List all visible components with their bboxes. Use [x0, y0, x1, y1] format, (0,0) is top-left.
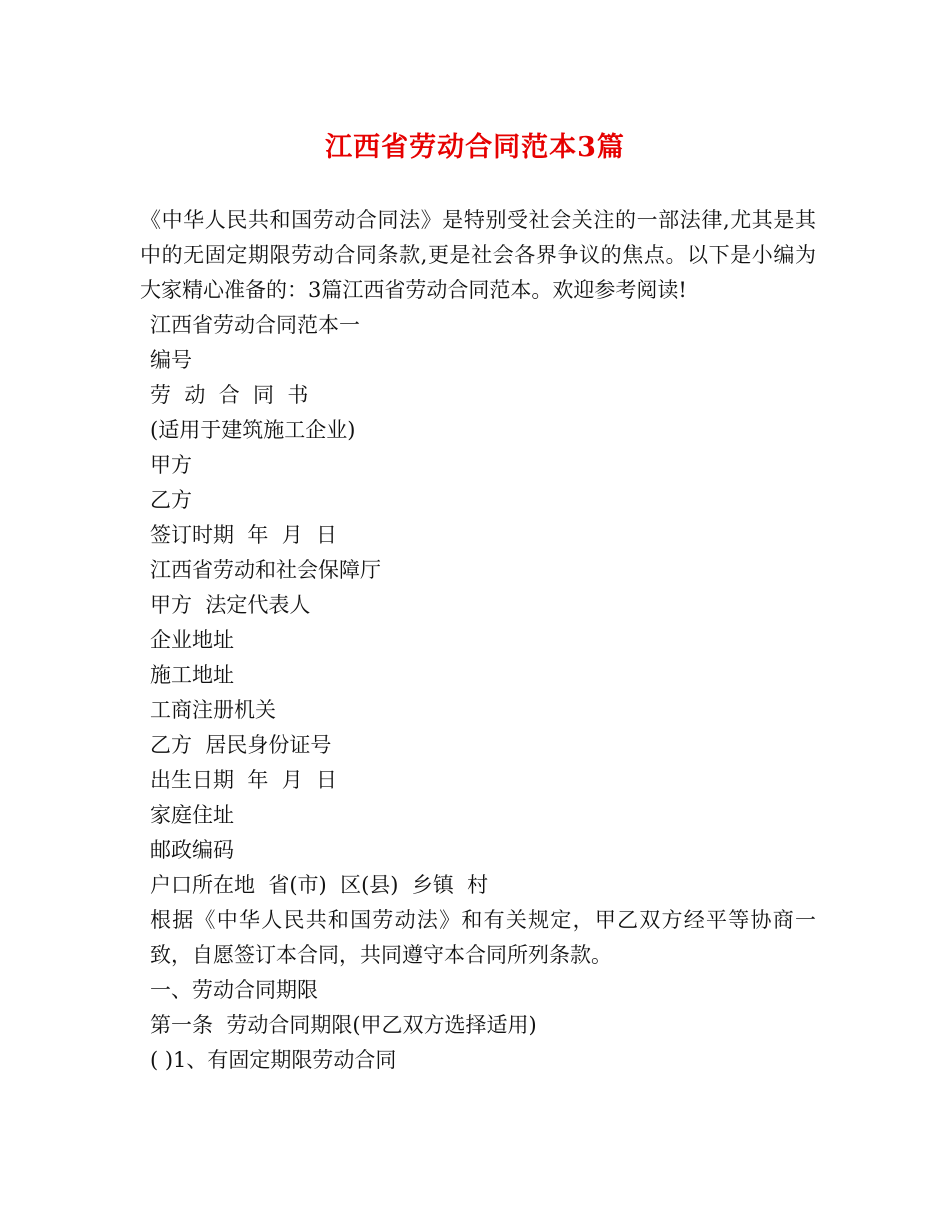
field-birth-date: 出生日期 年 月 日: [150, 768, 338, 792]
field-legal-representative: 甲方 法定代表人: [150, 593, 311, 617]
field-company-address: 企业地址: [150, 628, 234, 652]
field-party-a: 甲方: [150, 453, 192, 477]
document-body: [140, 203, 816, 1078]
field-household-registration: 户口所在地 省(市) 区(县) 乡镇 村: [150, 873, 489, 897]
option-fixed-term: ( )1、有固定期限劳动合同: [150, 1048, 397, 1072]
section-heading-contract-one: 江西省劳动合同范本一: [150, 313, 360, 337]
field-signing-date: 签订时期 年 月 日: [150, 523, 338, 547]
contract-heading: 劳 动 合 同 书: [150, 383, 309, 407]
field-postal-code: 邮政编码: [150, 838, 234, 862]
field-number: 编号: [150, 348, 192, 372]
document-title: 江西省劳动合同范本3篇: [325, 132, 625, 163]
agreement-paragraph: 根据《中华人民共和国劳动法》和有关规定，甲乙双方经平等协商一致，自愿签订本合同，共同遵守本合同所列条款。: [150, 908, 816, 967]
field-home-address: 家庭住址: [150, 803, 234, 827]
section-heading-term: 一、劳动合同期限: [150, 978, 318, 1002]
field-registration-authority: 工商注册机关: [150, 698, 276, 722]
intro-paragraph: 《中华人民共和国劳动合同法》是特别受社会关注的一部法律,尤其是其中的无固定期限劳动合同条款,更是社会各界争议的焦点。以下是小编为大家精心准备的：3篇江西省劳动合同范本。欢迎参考阅读!: [140, 208, 816, 302]
field-construction-address: 施工地址: [150, 663, 234, 687]
article-one: 第一条 劳动合同期限(甲乙双方选择适用): [150, 1013, 537, 1037]
field-id-number: 乙方 居民身份证号: [150, 733, 332, 757]
field-party-b: 乙方: [150, 488, 192, 512]
applicability-note: (适用于建筑施工企业): [150, 418, 356, 442]
issuing-authority: 江西省劳动和社会保障厅: [150, 558, 381, 582]
